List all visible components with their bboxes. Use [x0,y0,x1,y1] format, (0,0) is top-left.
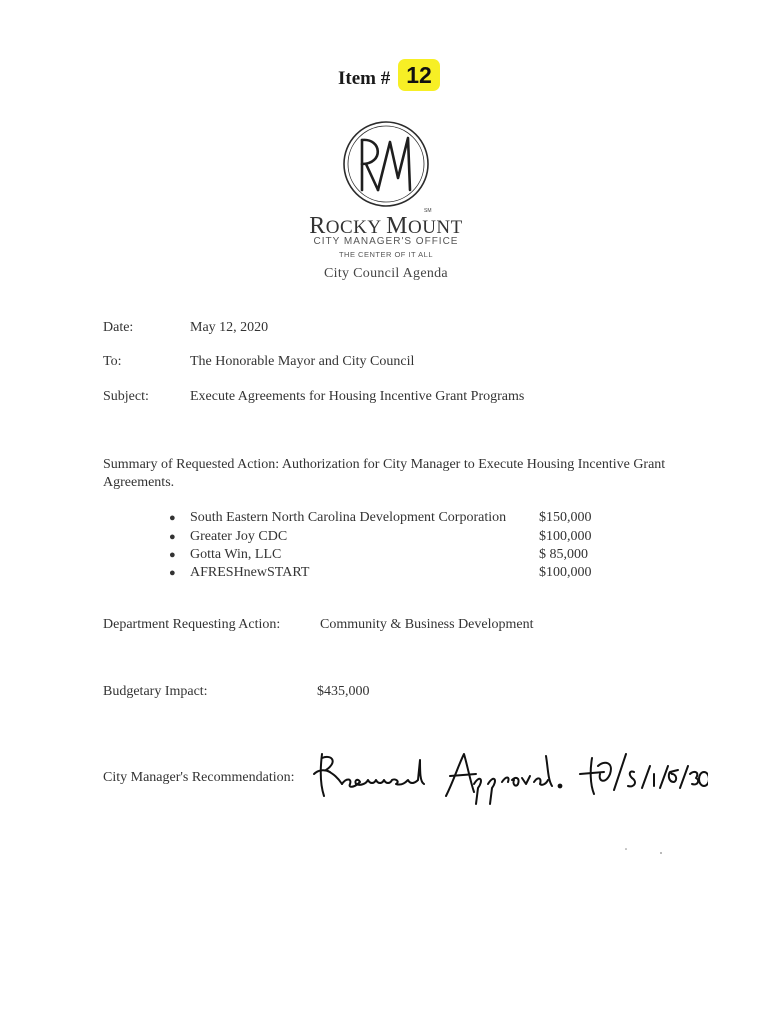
grant-row [0,547,770,566]
to-value: The Honorable Mayor and City Council [190,354,415,369]
svg-text:SM: SM [424,208,432,214]
to-label: To: [103,354,122,369]
budget-label: Budgetary Impact: [103,684,208,699]
summary-text: Summary of Requested Action: Authorization for City Manager to Execute Housing Incentive Grant Agreements. [103,457,666,490]
grant-amount: $ 85,000 [539,547,588,562]
grant-name: Gotta Win, LLC [190,547,282,562]
document-title: City Council Agenda [324,266,448,281]
recommendation-label: City Manager's Recommendation: [103,770,295,785]
rocky-mount-logo [338,118,434,214]
organization-name: ROCKY MOUNT [309,213,463,239]
tagline: THE CENTER OF IT ALL [338,250,434,259]
grant-amount: $100,000 [539,565,592,580]
subject-value: Execute Agreements for Housing Incentive Grant Programs [190,389,525,404]
bullet-icon: ● [169,531,176,543]
grant-row [0,510,770,529]
department-label: Department Requesting Action: [103,617,281,632]
date-label: Date: [103,320,134,335]
item-label: Item # [338,68,391,89]
grant-name: Greater Joy CDC [190,529,288,544]
grant-amount: $100,000 [539,529,592,544]
department-value: Community & Business Development [320,617,534,632]
grant-row [0,565,770,584]
scan-specks [600,840,680,860]
grant-name: AFRESHnewSTART [190,565,310,580]
item-number-badge: 12 [398,59,440,91]
handwritten-signature [308,744,708,808]
date-value: May 12, 2020 [190,320,269,335]
grant-row [0,529,770,548]
bullet-icon: ● [169,512,176,524]
bullet-icon: ● [169,567,176,579]
grant-name: South Eastern North Carolina Development Corporation [190,510,507,525]
subject-label: Subject: [103,389,149,404]
grant-amount: $150,000 [539,510,592,525]
budget-value: $435,000 [317,684,370,699]
office-name: CITY MANAGER'S OFFICE [313,236,459,247]
bullet-icon: ● [169,549,176,561]
